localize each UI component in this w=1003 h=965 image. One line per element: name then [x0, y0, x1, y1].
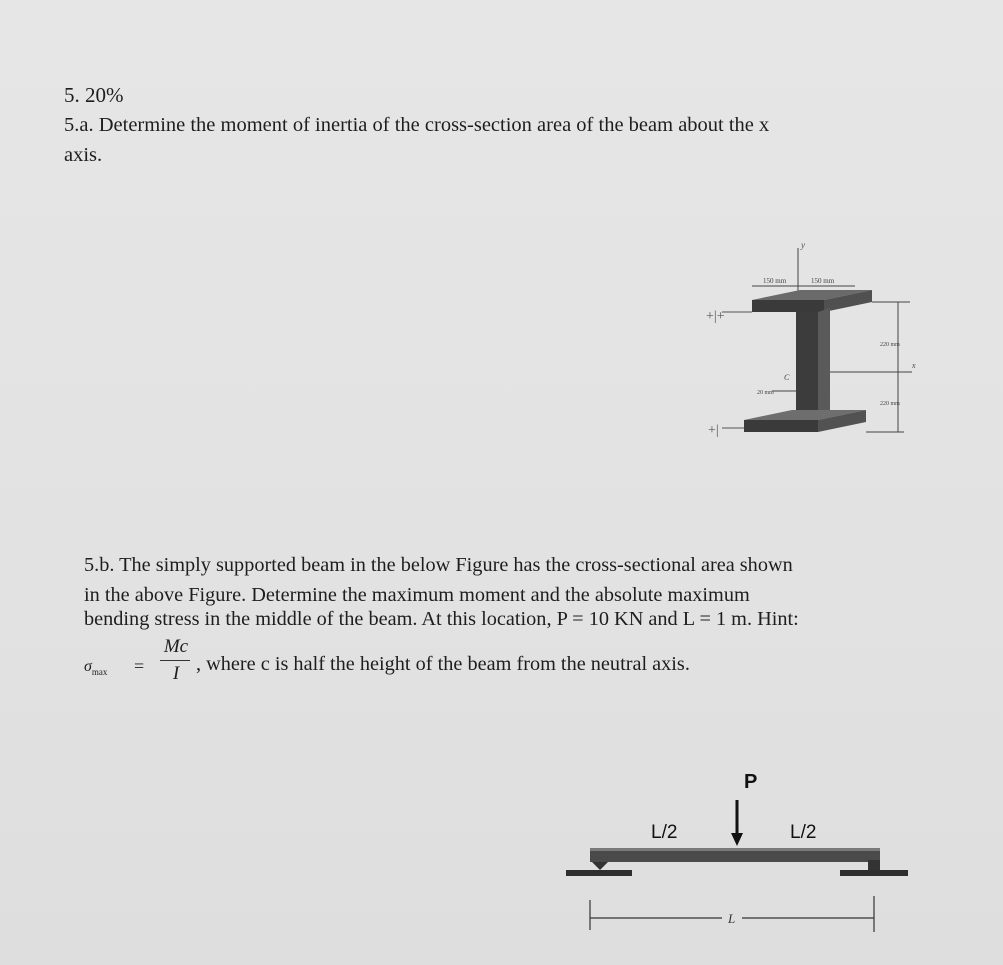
lower-height-label: 220 mm — [880, 401, 900, 407]
x-axis-label: x — [912, 361, 916, 370]
span-label: L — [728, 911, 736, 926]
load-arrow-head — [731, 833, 743, 846]
load-label: P — [744, 771, 758, 793]
left-top-marker: +|+ — [706, 309, 725, 324]
top-dim-right-label: 150 mm — [811, 277, 835, 285]
right-half-label: L/2 — [790, 822, 817, 843]
part-b-line-3: bending stress in the middle of the beam. At this location, P = 10 KN and L = 1 m. Hint: — [84, 608, 799, 630]
centroid-label: C — [784, 373, 790, 382]
formula-explanation: , where c is half the height of the beam from the neutral axis. — [196, 653, 690, 675]
formula-sigma: $\sigma_{max}$ — [84, 658, 108, 678]
part-b-line-2: in the above Figure. Determine the maximum moment and the absolute maximum — [84, 584, 750, 606]
formula-equals: = — [134, 656, 145, 676]
y-axis-label: y — [801, 240, 805, 250]
top-dim-left-label: 150 mm — [763, 277, 787, 285]
right-roller-support — [868, 860, 880, 870]
part-a-line-1: 5.a. Determine the moment of inertia of the cross-section area of the beam about the x — [64, 114, 770, 136]
formula-sigma-subscript: max — [91, 667, 108, 678]
part-a-line-2: axis. — [64, 144, 103, 166]
formula-denominator: I — [172, 663, 180, 684]
web-thickness-label: 20 mm — [757, 390, 774, 396]
right-support-ground — [840, 870, 908, 876]
upper-height-label: 220 mm — [880, 342, 900, 348]
part-b-line-1: 5.b. The simply supported beam in the below Figure has the cross-sectional area shown — [84, 554, 793, 576]
left-pin-support — [592, 862, 608, 870]
left-bottom-marker: +| — [708, 423, 719, 438]
problem-number-heading: 5. 20% — [64, 83, 124, 107]
beam-body — [590, 850, 880, 862]
formula-numerator: Mc — [163, 636, 189, 657]
beam-top-edge — [590, 848, 880, 851]
left-half-label: L/2 — [651, 822, 678, 843]
left-support-ground — [566, 870, 632, 876]
